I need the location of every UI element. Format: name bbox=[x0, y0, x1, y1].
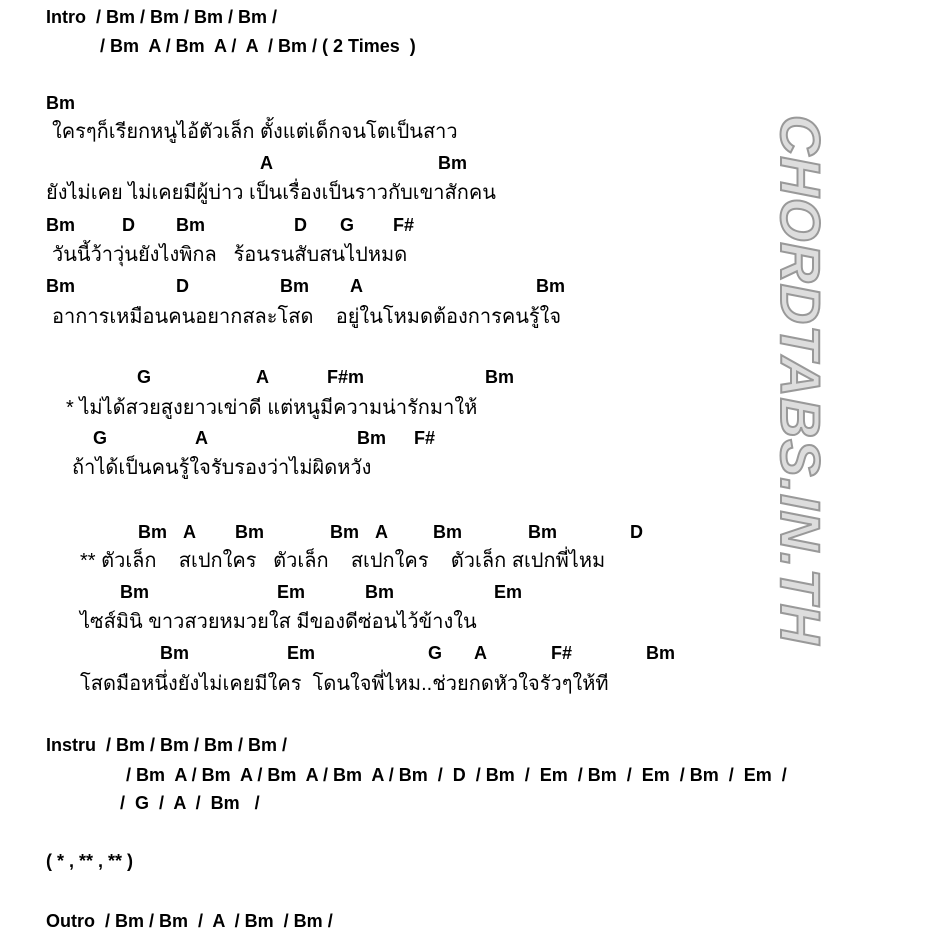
chord: Bm bbox=[138, 522, 168, 542]
chord: D bbox=[122, 215, 135, 235]
chord: Bm bbox=[46, 276, 76, 296]
chord: Em bbox=[277, 582, 306, 602]
lyric-line: ยังไม่เคย ไม่เคยมีผู้บ่าว เป็นเรื่องเป็นราวกับเขาสักคน bbox=[46, 182, 496, 204]
chord: G bbox=[137, 367, 152, 387]
chord: Bm bbox=[646, 643, 676, 663]
chord: Em bbox=[494, 582, 523, 602]
chord: F# bbox=[414, 428, 436, 448]
chord: Bm bbox=[120, 582, 150, 602]
chord: D bbox=[176, 276, 189, 296]
chord: A bbox=[375, 522, 388, 542]
lyric-line: อาการเหมือนคนอยากสละโสด อยู่ในโหมดต้องการคนรู้ใจ bbox=[52, 306, 562, 328]
chord: Bm bbox=[280, 276, 310, 296]
chord: A bbox=[474, 643, 487, 663]
chord: D bbox=[294, 215, 307, 235]
chord: Bm bbox=[528, 522, 558, 542]
instru-line-3: / G / A / Bm / bbox=[120, 793, 260, 813]
lyric-line: โสดมือหนึ่งยังไม่เคยมีใคร โดนใจพี่ไหม..ช่วยกดหัวใจรัวๆให้ที bbox=[80, 673, 609, 695]
lyric-line: ถ้าได้เป็นคนรู้ใจรับรองว่าไม่ผิดหวัง bbox=[72, 457, 372, 479]
chord: Bm bbox=[485, 367, 515, 387]
chord: A bbox=[183, 522, 196, 542]
chord: G bbox=[340, 215, 355, 235]
intro-line-1: Intro / Bm / Bm / Bm / Bm / bbox=[46, 7, 278, 27]
chord: G bbox=[428, 643, 443, 663]
chord: Bm bbox=[433, 522, 463, 542]
chord: Bm bbox=[235, 522, 265, 542]
lyric-line: ** ตัวเล็ก สเปกใคร ตัวเล็ก สเปกใคร ตัวเล็ก สเปกพี่ไหม bbox=[80, 550, 606, 572]
chord: A bbox=[195, 428, 208, 448]
chord: D bbox=[630, 522, 643, 542]
chord: Bm bbox=[438, 153, 468, 173]
intro-line-2: / Bm A / Bm A / A / Bm / ( 2 Times ) bbox=[100, 36, 416, 56]
chord: A bbox=[260, 153, 273, 173]
lyric-line: * ไม่ได้สวยสูงยาวเข่าดี แต่หนูมีความน่ารักมาให้ bbox=[66, 397, 478, 419]
chord: Bm bbox=[330, 522, 360, 542]
repeat-note: ( * , ** , ** ) bbox=[46, 851, 134, 871]
chord: Bm bbox=[365, 582, 395, 602]
chord: F# bbox=[393, 215, 415, 235]
chord: Bm bbox=[536, 276, 566, 296]
chord: F# bbox=[551, 643, 573, 663]
chord: A bbox=[256, 367, 269, 387]
instru-line-1: Instru / Bm / Bm / Bm / Bm / bbox=[46, 735, 288, 755]
outro-line: Outro / Bm / Bm / A / Bm / Bm / bbox=[46, 911, 333, 931]
chord: Bm bbox=[176, 215, 206, 235]
chord: Bm bbox=[46, 215, 76, 235]
lyric-line: ไซส์มินิ ขาวสวยหมวยใส มีของดีซ่อนไว้ข้างใน bbox=[80, 611, 477, 633]
chord: Bm bbox=[160, 643, 190, 663]
instru-line-2: / Bm A / Bm A / Bm A / Bm A / Bm / D / Bm / Em / Bm / Em / Bm / Em / bbox=[126, 765, 787, 785]
lyric-line: วันนี้ว้าวุ่นยังไงพิกล ร้อนรนสับสนไปหมด bbox=[52, 244, 408, 266]
chord: G bbox=[93, 428, 108, 448]
chord: Em bbox=[287, 643, 316, 663]
watermark: CHORDTABS.IN.TH bbox=[769, 114, 832, 646]
chord: Bm bbox=[46, 93, 76, 113]
lyric-line: ใครๆก็เรียกหนูไอ้ตัวเล็ก ตั้งแต่เด็กจนโตเป็นสาว bbox=[52, 121, 458, 143]
chord: Bm bbox=[357, 428, 387, 448]
chord: A bbox=[350, 276, 363, 296]
chord: F#m bbox=[327, 367, 365, 387]
